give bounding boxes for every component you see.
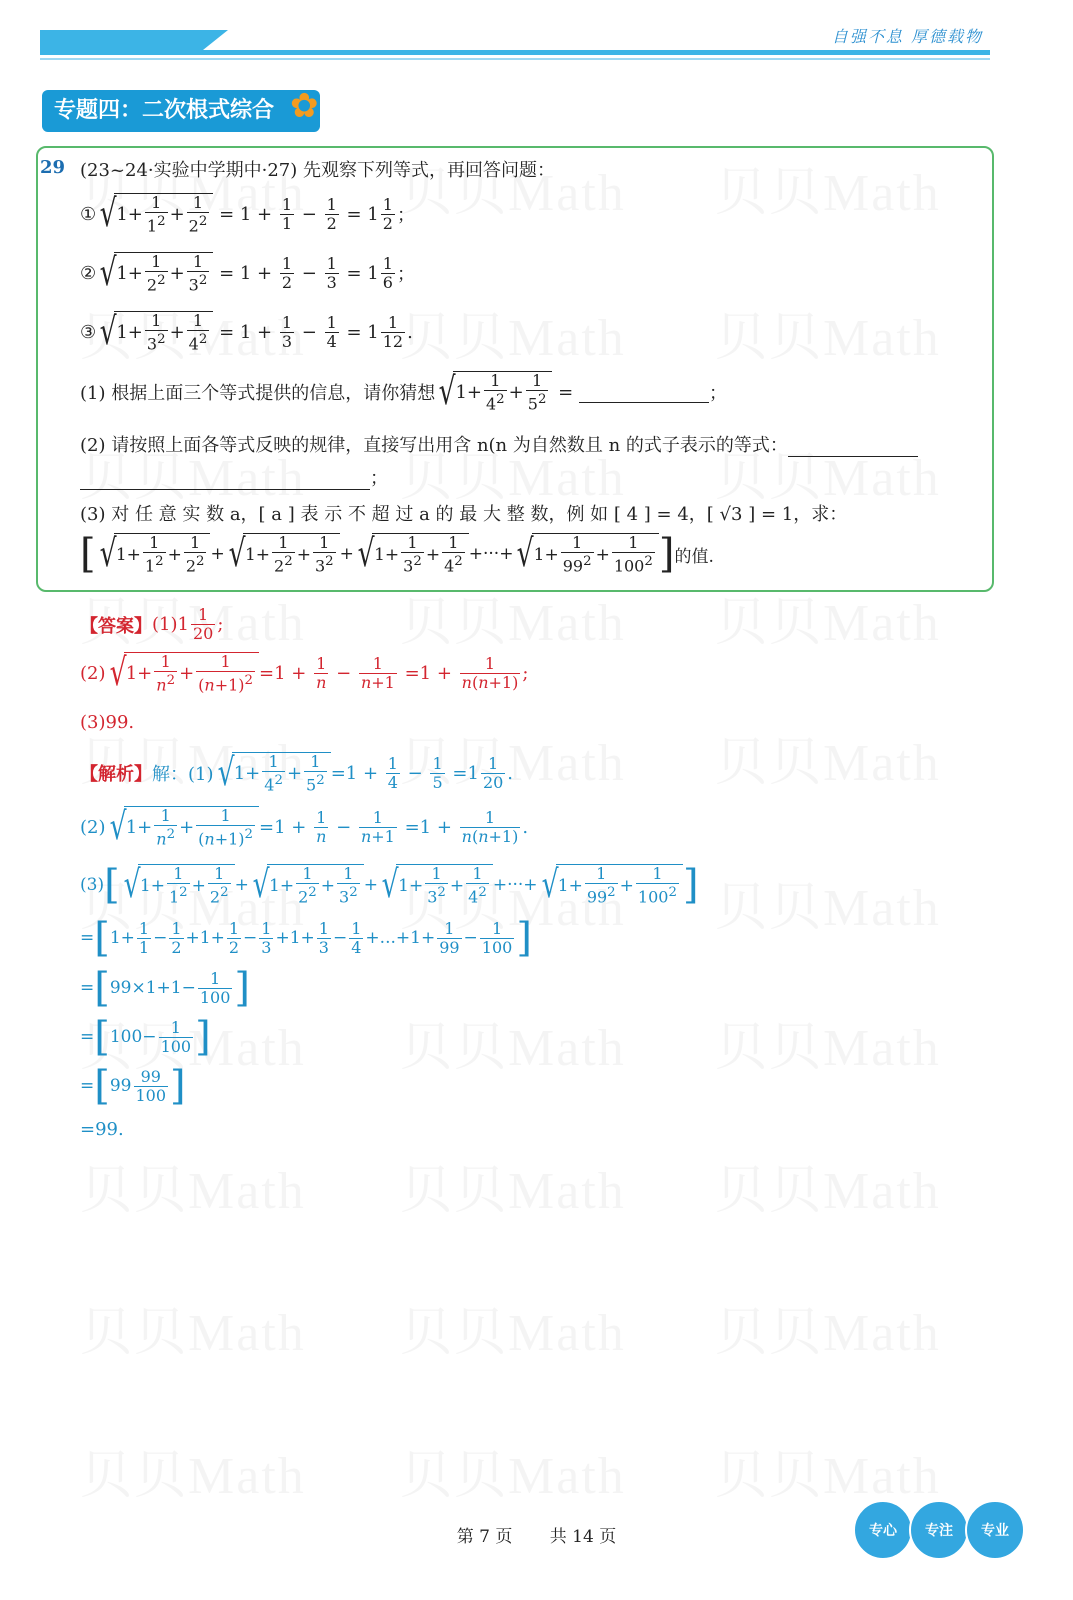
question-part-3: (3) 对 任 意 实 数 a，[ a ] 表 示 不 超 过 a 的 最 大 整 数，例 如 [ 4 ] = 4，[ √3 ] = 1，求： [80,504,848,525]
answer-part-3: (3)99. [80,712,135,733]
answer-blank-1[interactable] [579,382,709,403]
section-title: 专题四：二次根式综合 [42,90,320,132]
badge-3: 专业 [965,1500,1025,1560]
watermark [715,1005,941,1080]
analysis-part-2: (2) √ 1+ $\frac{1}{n^2}$ + $\frac{1}{(n+1)^2}$ =1 + $\frac{1}{n}$ − $\frac{1}{n+1}$ =1 + $\frac{1}{n(n+1)}$ . [80,804,529,849]
question-number: 29 [40,157,66,178]
example-equation-2: ② √ 1+ $\frac{1}{2^2}$ + $\frac{1}{3^2}$ = 1 + $\frac{1}{2}$ − $\frac{1}{3}$ = 1 $\frac{1}{6}$ ； [80,250,415,295]
watermark [400,1290,626,1365]
flower-icon: ✿ [290,86,319,126]
watermark [715,1290,941,1365]
header-motto: 自强不息 厚德载物 [831,27,983,46]
example-equation-1: ① √ 1+ $\frac{1}{1^2}$ + $\frac{1}{2^2}$ = 1 + $\frac{1}{1}$ − $\frac{1}{2}$ = 1 $\frac{1}{2}$ ； [80,191,415,236]
watermark [80,1290,306,1365]
question-part-2: (2) 请按照上面各等式反映的规律，直接写出用含 n(n 为自然数且 n 的式子表示的等式： [80,431,918,457]
answer-part-2: (2) √ 1+ $\frac{1}{n^2}$ + $\frac{1}{(n+1)^2}$ =1 + $\frac{1}{n}$ − $\frac{1}{n+1}$ =1 + $\frac{1}{n(n+1)}$ ; [80,650,529,695]
analysis-part-1: 【解析】 解：(1) √ 1+ $\frac{1}{4^2}$ + $\frac{1}{5^2}$ =1 + $\frac{1}{4}$ − $\frac{1}{5}$ =1 $\frac{1}{20}$ . [80,750,514,795]
analysis-step-4: = [ 100− $\frac{1}{100}$ ] [80,1014,211,1060]
answer-blank-2b[interactable] [80,469,370,490]
analysis-final: =99. [80,1119,124,1140]
answer-blank-2a[interactable] [788,436,918,457]
watermark [715,1148,941,1223]
watermark [715,865,941,940]
watermark [400,1005,626,1080]
page-total: 共 14 页 [549,1527,617,1547]
page-number: 第 7 页 [456,1527,513,1547]
answer-part-1: 【答案】 (1)1 $\frac{1}{20}$ ; [80,605,224,643]
question-intro: (23~24·实验中学期中·27) 先观察下列等式，再回答问题： [80,160,556,181]
watermark [400,1148,626,1223]
example-equation-3: ③ √ 1+ $\frac{1}{3^2}$ + $\frac{1}{4^2}$ = 1 + $\frac{1}{3}$ − $\frac{1}{4}$ = 1 $\frac{1}{12}$ . [80,309,413,354]
watermark [715,1433,941,1508]
badge-1: 专心 [853,1500,913,1560]
analysis-step-2: = [ 1+ $\frac{1}{1}$ − $\frac{1}{2}$ +1+ $\frac{1}{2}$ − $\frac{1}{3}$ +1+ $\frac{1}{3}$ − $\frac{1}{4}$ +...+1+ $\frac{1}{99}$ − $\frac{1}{100}$ ] [80,915,532,961]
analysis-label: 【解析】 [80,764,152,786]
question-part-2-cont: ； [80,464,388,490]
watermark [400,1433,626,1508]
watermark [80,1433,306,1508]
watermark [80,1148,306,1223]
watermark [715,720,941,795]
analysis-part-3: (3) [ √ 1+ $\frac{1}{1^2}$ + $\frac{1}{2^2}$ + √ 1+ $\frac{1}{2^2}$ + $\frac{1}{3^2}$ + √ 1+ $\frac{1}{3^2}$ + $\frac{1}{4^2}$ +···+ √ 1+ $\frac{1}{99^2}$ + $\frac{1}{100^2}$ ] [80,862,699,909]
badge-2: 专注 [909,1500,969,1560]
analysis-step-5: = [ 99 $\frac{99}{100}$ ] [80,1063,186,1109]
footer-badges [857,1500,1025,1560]
question-part-3-expression: [ √ 1+ $\frac{1}{1^2}$ + $\frac{1}{2^2}$ + √ 1+ $\frac{1}{2^2}$ + $\frac{1}{3^2}$ + √ 1+ $\frac{1}{3^2}$ + $\frac{1}{4^2}$ +···+ √ 1+ $\frac{1}{99^2}$ + $\frac{1}{100^2}$ ] 的值. [80,531,714,578]
question-part-1: (1) 根据上面三个等式提供的信息，请你猜想 √ 1+ $\frac{1}{4^2}$ + $\frac{1}{5^2}$ = ； [80,369,727,414]
answer-label: 【答案】 [80,615,152,637]
analysis-step-3: = [ 99×1+1− $\frac{1}{100}$ ] [80,965,251,1011]
